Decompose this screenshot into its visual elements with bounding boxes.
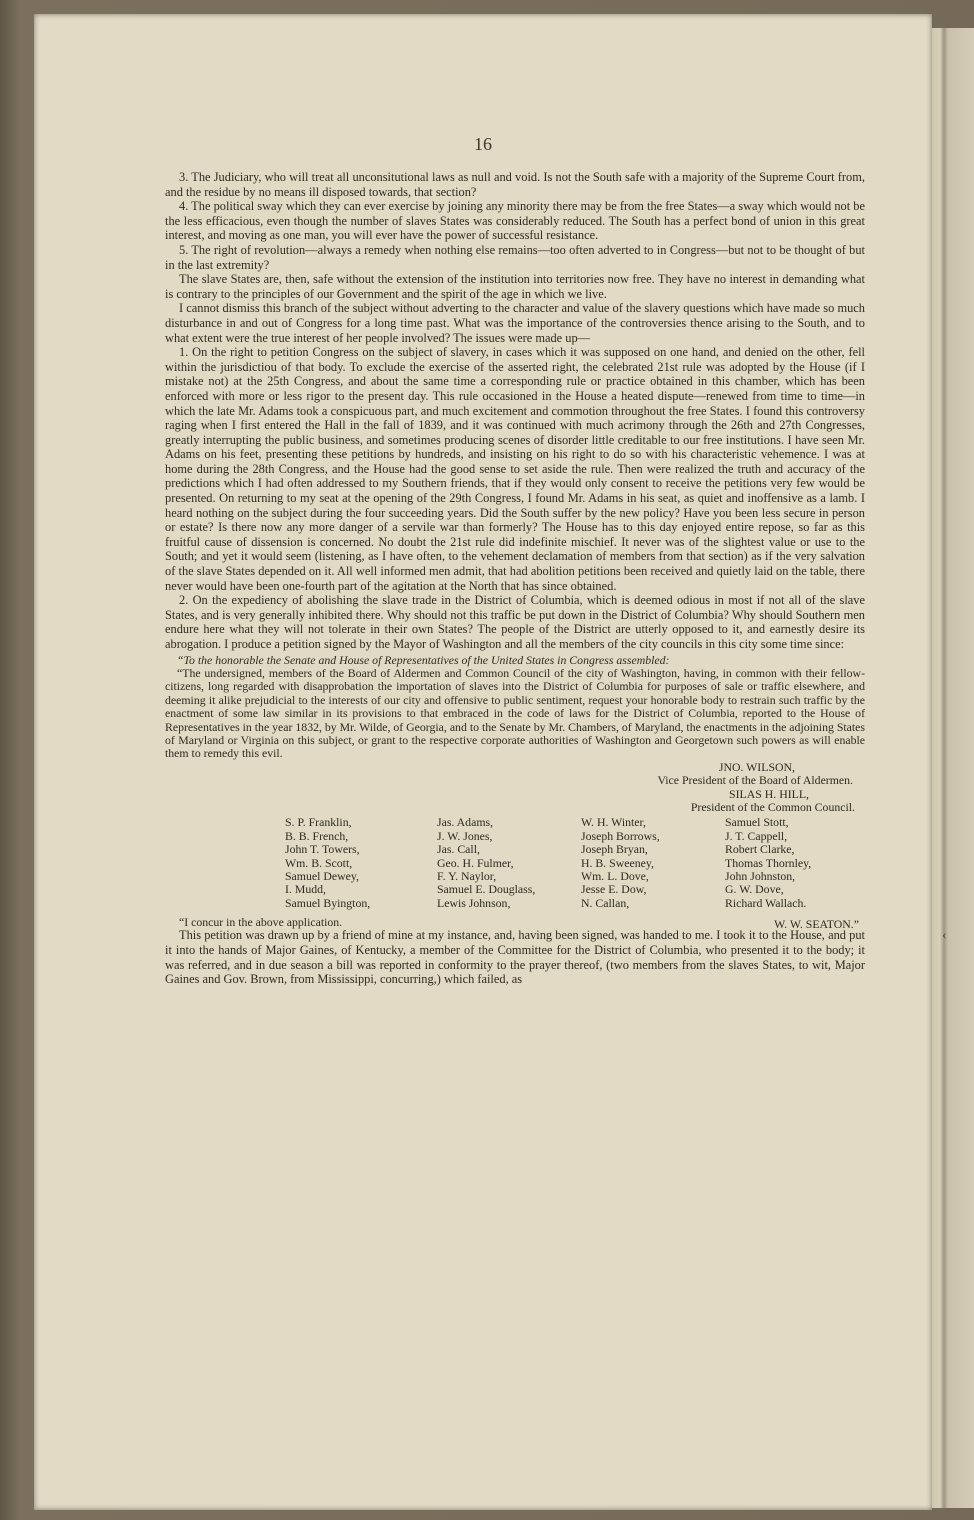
concur-line: “I concur in the above application. [179,915,343,930]
page-number: 16 [474,134,492,154]
signer-wilson-title: Vice President of the Board of Aldermen. [657,773,853,788]
member-signatures [165,815,865,932]
paragraph-slavery-questions: I cannot dismiss this branch of the subject without adverting to the character and value of the slavery questions which have made so much disturbance in and out of Congress for a long time past. What was the importance of the controversies thence arising to the South, and to what extent were the true interest of her people involved? The issues were made up— [165,301,865,345]
page-content [165,170,865,987]
signature: John T. Towers, [285,842,360,857]
signature: Jas. Call, [437,842,480,857]
signature-column-2 [437,816,535,910]
signature: J. W. Jones, [437,828,493,843]
paragraph-slave-states-safe: The slave States are, then, safe without the extension of the institution into territories now free. They have no interest in demanding what is contrary to the principles of our Government and the spirit of the age in which we live. [165,272,865,301]
signature: Robert Clarke, [725,842,795,857]
signature: Wm. B. Scott, [285,855,353,870]
signature: Samuel Stott, [725,815,789,830]
signature: N. Callan, [581,895,630,910]
paragraph-right-to-petition: 1. On the right to petition Congress on the subject of slavery, in cases which it was supposed on one hand, and denied on the other, fell within the jurisdictiou of that body. To exclude the exercise of the asserted right, the celebrated 21st rule was adopted by the House (if I mistake not) at the 25th Congress, and about the same time a corresponding rule or practice obtained in this chamber, which has been enforced with more or less rigor to the present day. This rule occasioned in the House a heated dispute—renewed from time to time—in which the late Mr. Adams took a conspicuous part, and much excitement and commotion throughout the free States. I found this controversy raging when I first entered the Hall in the fall of 1839, and it was continued with much acrimony through the 26th and 27th Congresses, greatly interrupting the public business, and sometimes producing scenes of disorder little creditable to our free institutions. I have seen Mr. Adams on his feet, presenting these petitions by hundreds, and insisting on his right to do so with his characteristic vehemence. I was at home during the 28th Congress, and the House had the good sense to set aside the rule. Then were realized the truth and accuracy of the predictions which I had often addressed to my Southern friends, that if they would only consent to receive the petitions very few would be presented. On returning to my seat at the opening of the 29th Congress, I found Mr. Adams in his seat, as quiet and inoffensive as a lamb. I heard nothing on the subject during the four succeeding years. Did the South suffer by the new policy? Have you been less secure in person or estate? Is there now any more danger of a servile war than formerly? The House has to this day enjoyed entire repose, so far as this fruitful cause of dissension is concerned. No doubt the 21st rule did indefinite mischief. It never was of the slightest value or use to the South; and yet it would seem (listening, as I have often, to the vehement declamation of members from that section) as if the very salvation of the slave States depended on it. All well informed men admit, that had abolition petitions been received and quietly laid on the table, there never would have been one-fourth part of the agitation at the North that has since obtained. [165,345,865,593]
petition-quote [165,652,865,932]
paragraph-judiciary: 3. The Judiciary, who will treat all unconsitutional laws as null and void. Is not the South safe with a majority of the Supreme Court from, and the residue by no means ill disposed towards, that section? [165,170,865,199]
signature: B. B. French, [285,828,349,843]
next-page-edge [932,28,974,1508]
signature: W. H. Winter, [581,815,646,830]
margin-mark: ‹ [942,928,947,943]
signature: Samuel Dewey, [285,869,359,884]
signature: Lewis Johnson, [437,895,511,910]
signer-seaton: W. W. SEATON.” [774,917,859,932]
signature: John Johnston, [725,869,796,884]
officer-signatures [165,761,865,815]
petition-address: “To the honorable the Senate and House of Representatives of the United States in Congress assembled: [177,652,670,667]
signature: Joseph Borrows, [581,828,660,843]
signature-column-1 [285,816,370,910]
signature: J. T. Cappell, [725,828,788,843]
signature: S. P. Franklin, [285,815,352,830]
signature: F. Y. Naylor, [437,869,497,884]
signature: I. Mudd, [285,882,326,897]
signature: Samuel Byington, [285,895,371,910]
signer-hill-name: SILAS H. HILL, [729,786,809,801]
signature: Samuel E. Douglass, [437,882,536,897]
signature: Richard Wallach. [725,895,807,910]
signature: Thomas Thornley, [725,855,812,870]
paragraph-political-sway: 4. The political sway which they can ever exercise by joining any minority there may be from the free States—a sway which would not be the less efficacious, even though the number of slaves States was considerably reduced. The South has a perfect bond of union in this great interest, and moving as one man, you will ever have the power of successful resistance. [165,199,865,243]
paragraph-closing: This petition was drawn up by a friend of mine at my instance, and, having been signed, was handed to me. I took it to the House, and put it into the hands of Major Gaines, of Kentucky, a member of the Committee for the District of Columbia, who presented it to the body; it was referred, and in due season a bill was reported in conformity to the prayer thereof, (two members from the slaves States, to wit, Major Gaines and Gov. Brown, from Mississippi, concurring,) which failed, as [165,928,865,987]
signature: Jesse E. Dow, [581,882,647,897]
signature: Wm. L. Dove, [581,869,649,884]
signature: Geo. H. Fulmer, [437,855,514,870]
signature: G. W. Dove, [725,882,784,897]
petition-body: “The undersigned, members of the Board of Aldermen and Common Council of the city of Washington, having, in common with their fellow-citizens, long regarded with disapprobation the importation of slaves into the District of Columbia for purposes of sale or traffic elsewhere, and deeming it alike prejudicial to the interests of our city and offensive to public sentiment, request your honorable body to restrain such traffic by the enactment of some law similar in its provisions to that embraced in the code of laws for the District of Columbia, reported to the House of Representatives in the year 1832, by Mr. Wilde, of Georgia, and to the Senate by Mr. Chambers, of Maryland, the enactments in the adjoining States of Maryland or Virginia on this subject, or grant to the respective corporate authorities of Washington and Georgetown such powers as will enable them to remedy this evil. [165,666,865,761]
paragraph-revolution: 5. The right of revolution—always a remedy when nothing else remains—too often adverted to in Congress—but not to be thought of but in the last extremity? [165,242,865,272]
signature: Jas. Adams, [437,815,494,830]
signer-wilson-name: JNO. WILSON, [718,759,795,774]
signature: H. B. Sweeney, [581,855,654,870]
signature: Joseph Bryan, [581,842,648,857]
signer-hill-title: President of the Common Council. [690,800,855,815]
signature-column-3 [581,816,660,910]
paragraph-slave-trade-district: 2. On the expediency of abolishing the slave trade in the District of Columbia, which is deemed odious in most if not all of the slave States, and is very generally inhibited there. Why should not this traffic be put down in the District of Columbia? Why should Southern men endure here what they will not tolerate in their own States? The people of the District are utterly opposed to it, and earnestly desire its abrogation. I produce a petition signed by the Mayor of Washington and all the members of the city councils in this city some time since: [165,593,865,651]
signature-column-4 [725,816,811,910]
